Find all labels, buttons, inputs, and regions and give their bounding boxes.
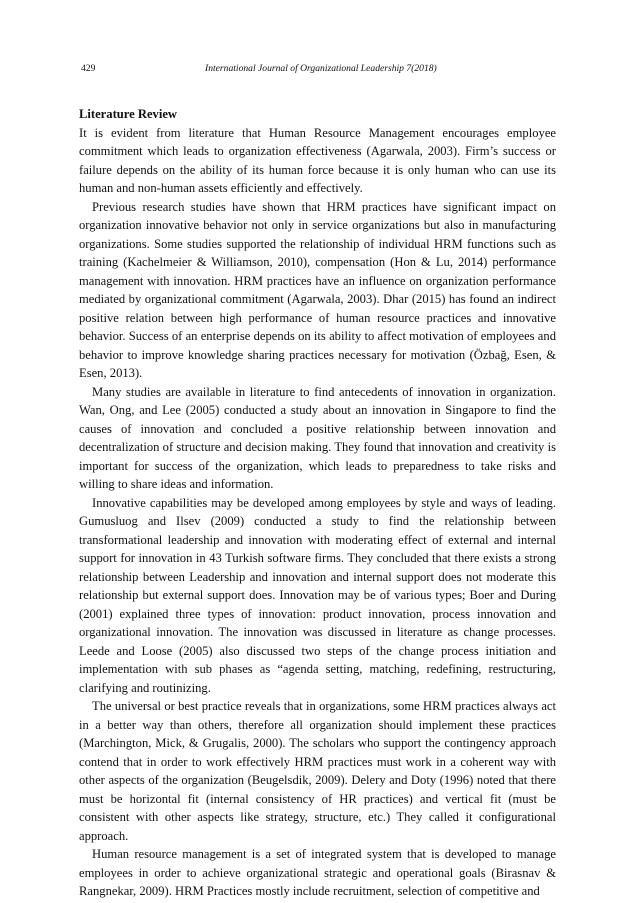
paragraph-4: Innovative capabilities may be developed among employees by style and ways of leading. Gumusluog and Ilsev (2009) conducted a study to find the relationship between transformational leadership and innovation with moderating effect of external and internal support for innovation in 43 Turkish software firms. They concluded that there exists a strong relationship between Leadership and innovation and internal support does not moderate this relationship but external support does. Innovation may be of various types; Boer and During (2001) explained three types of innovation: product innovation, process innovation and organizational innovation. The innovation was discussed in literature as change processes. Leede and Loose (2005) also discussed two steps of the change process initiation and implementation with sub phases as “agenda setting, matching, redefining, restructuring, clarifying and routinizing. — [79, 495, 556, 695]
paragraph-1: It is evident from literature that Human Resource Management encourages employee commitment which leads to organization effectiveness (Agarwala, 2003). Firm’s success or failure depends on the ability of its human force because it is only human who can use its human and non-human assets efficiently and effectively. — [79, 125, 556, 195]
literature-review-section — [79, 105, 556, 901]
paragraph-2: Previous research studies have shown that HRM practices have significant impact on organization innovative behavior not only in service organizations but also in manufacturing organizations. Some studies supported the relationship of individual HRM functions such as training (Kachelmeier & Williamson, 2010), compensation (Hon & Lu, 2014) performance management with innovation. HRM practices have an influence on organization performance mediated by organizational commitment (Agarwala, 2003). Dhar (2015) has found an indirect positive relation between high performance of human resource practices and innovative behavior. Success of an enterprise depends on its ability to affect motivation of employees and behavior to improve knowledge sharing practices necessary for motivation (Özbağ, Esen, & Esen, 2013). — [79, 199, 556, 380]
paragraph-6: Human resource management is a set of integrated system that is developed to manage employees in order to achieve organizational strategic and operational goals (Birasnav & Rangnekar, 2009). HRM Practices mostly include recruitment, selection of competitive and — [79, 847, 556, 898]
page-number: 429 — [81, 63, 96, 74]
journal-title: International Journal of Organizational Leadership 7(2018) — [205, 63, 437, 74]
section-heading: Literature Review — [79, 107, 178, 121]
paragraph-5: The universal or best practice reveals that in organizations, some HRM practices always act in a better way than others, therefore all organization should implement these practices (Marchington, Mick, & Grugalis, 2000). The scholars who support the contingency approach contend that in order to work effectively HRM practices must work in a coherent way with other aspects of the organization (Beugelsdik, 2009). Delery and Doty (1996) noted that there must be horizontal fit (internal consistency of HR practices) and vertical fit (must be consistent with other aspects like strategy, structure, etc.) They called it configurational approach. — [79, 699, 556, 843]
paragraph-3: Many studies are available in literature to find antecedents of innovation in organization. Wan, Ong, and Lee (2005) conducted a study about an innovation in Singapore to find the causes of innovation and concluded a positive relationship between innovation and decentralization of structure and decision making. They found that innovation and creativity is important for success of the organization, which leads to preparedness to take risks and willing to share ideas and information. — [79, 384, 556, 491]
running-header — [81, 62, 581, 76]
